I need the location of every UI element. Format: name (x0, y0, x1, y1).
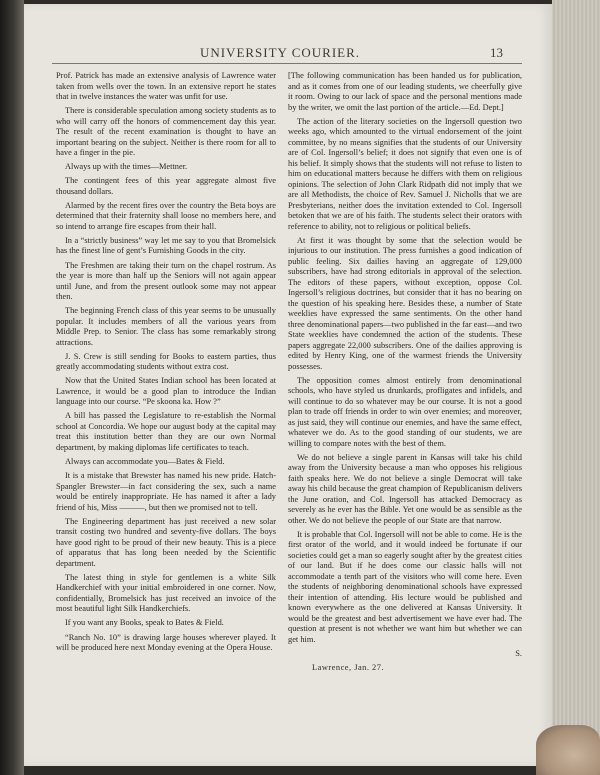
paragraph: Always can accommodate you—Bates & Field. (65, 457, 225, 467)
paragraph: A bill has passed the Legislature to re-establish the Normal school at Concordia. We hope our august body at the capital may treat this institution better than they are our own Normal department, by making diplomas life certificates to teach. (56, 411, 276, 452)
paragraph: The action of the literary societies on the Ingersoll question two weeks ago, which amounted to the virtual endorsement of the joint committee, by no means signifies that the students of our University are of Col. Ingersoll’s belief; it does not signify that even one is of his belief. It simply shows that the students will not refuse to listen to him on educational matters because he differs with them on religious opinions. The selection of John Clark Ridpath did not imply that we are all Methodists, the choice of Rev. Samuel J. Nicholls that we are Presbyterians, neither does the invitation extended to Col. Ingersoll betoken that we are of his faith. The students select their orators with reference to ability, not to religious or political beliefs. (288, 116, 522, 231)
paragraph: Prof. Patrick has made an extensive analysis of Lawrence water taken from wells over the town. In an extensive report he states that in twelve instances the water was unfit for use. (56, 71, 276, 101)
book-binding (0, 0, 24, 775)
author-initial: S. (515, 649, 522, 659)
paragraph: In a “strictly business” way let me say to you that Bromelsick has the finest line of gent’s Furnishing Goods in the city. (56, 235, 276, 256)
page-stack-edge (552, 0, 600, 775)
paragraph: Always up with the times—Mettner. (65, 162, 188, 172)
paragraph: The latest thing in style for gentlemen is a white Silk Handkerchief with your initial embroidered in one corner. Now, confidentially, Bromelsick has just received an invoice of the most beautiful light Silk Handkerchiefs. (56, 572, 276, 614)
paragraph: There is considerable speculation among society students as to who will carry off the honors of commencement day this year. The result of the recent examination is thought to have an important bearing on the subject. Neither is there room for all to have a finger in the pie. (56, 106, 276, 158)
right-column (288, 71, 522, 677)
paragraph: We do not believe a single parent in Kansas will take his child away from the University because a man who opposes his religious faith speaks here. We do not believe a single Democrat will take away his child because the great champion of Republicanism delivers the June oration, and Col. Ingersoll has attacked Democracy as severely as he ever has the Bible. Yet one would be as sensible as the other. We do not believe the people of our State are that narrow. (288, 452, 522, 525)
paragraph: The contingent fees of this year aggregate almost five thousand dollars. (56, 176, 276, 196)
editor-note: [The following communication has been handed us for publication, and as it comes from one of our leading students, we cheerfully give it room. Owing to our lack of space and the personal mentions made by the writer, we omit the last portion of the article.—Ed. Dept.] (288, 71, 522, 112)
paragraph: “Ranch No. 10” is drawing large houses wherever played. It will be produced here next Monday evening at the Opera House. (56, 632, 276, 652)
paragraph: At first it was thought by some that the selection would be injurious to our institution. The press furnishes a good indication of public feeling. Six dailies having an aggregate of 129,000 subscribers, have had strong editorials in approval of the selection. The editors of these papers, without exception, oppose Col. Ingersoll’s religious doctrines, but consider that it has no bearing on the question of his speaking here. Besides these, a number of State weeklies have expressed the same sentiments. On the other hand three denominational papers—two published in the far east—and two State weeklies have condemned the action of the students. These papers aggregate 22,000 subscribers. One of the dailies approving is edited by Henry King, one of the warmest friends the University possesses. (288, 235, 522, 371)
dateline: Lawrence, Jan. 27. (312, 663, 385, 673)
paragraph: The Freshmen are taking their turn on the chapel rostrum. As the year is more than half up the Seniors will not again appear until June, and from the present outlook some may not appear then. (56, 260, 276, 302)
page-number: 13 (490, 45, 503, 60)
left-column (56, 71, 276, 657)
paragraph: Now that the United States Indian school has been located at Lawrence, it would be a good plan to introduce the Indian language into our course. “Pe skoona ka. How ?” (56, 376, 276, 407)
header-rule (52, 63, 522, 64)
paragraph: The opposition comes almost entirely from denominational schools, who have styled us drunkards, profligates and infidels, and will continue to do so whatever may be our course. It is not a good plan to trade off friends in order to win over enemies; and moreover, as just said, they will continue our enemies, and have the same effect, whatever we do. As to the good standing of our students, we are willing to compare notes with the best of them. (288, 375, 522, 448)
paragraph: It is a mistake that Brewster has named his new pride. Hatch-Spangler Brewster—in fact considering the sex, such a name would be entirely inappropriate. He has named it after a lady friend of his, Miss ———, but then we promised not to tell. (56, 471, 276, 512)
thumb (536, 725, 600, 775)
paragraph: J. S. Crew is still sending for Books to eastern parties, thus greatly accommodating students without extra cost. (56, 351, 276, 372)
paragraph: The beginning French class of this year seems to be unusually popular. It includes members of all the various years from Middle Prep. to Senior. The class has some remarkably strong attractions. (56, 306, 276, 347)
paragraph: If you want any Books, speak to Bates & Field. (65, 618, 224, 628)
running-head: UNIVERSITY COURIER. (199, 45, 361, 60)
paragraph: Alarmed by the recent fires over the country the Beta boys are determined that their fraternity shall loose no members here, and so intend to arrange fire escapes from their hall. (56, 200, 276, 231)
paragraph: It is probable that Col. Ingersoll will not be able to come. He is the first orator of the world, and it would indeed be fortunate if our societies could get a man so eagerly sought after by the greatest cities of our land. But if he does come our classic halls will not accommodate a tenth part of the visitors who will come here. Even the students of neighboring denominational schools have expressed their intention of attending. His lecture would be published and known everywhere as the one delivered at Kansas University. It would be the greatest and best advertisement we have ever had. The question at present is not whether we want him but whether we can get him. (288, 529, 522, 644)
paragraph: The Engineering department has just received a new solar transit costing two hundred and seventy-five dollars. The boys have good right to be proud of their new beauty. This is a piece of apparatus that has long been needed by the Scientific department. (56, 516, 276, 568)
